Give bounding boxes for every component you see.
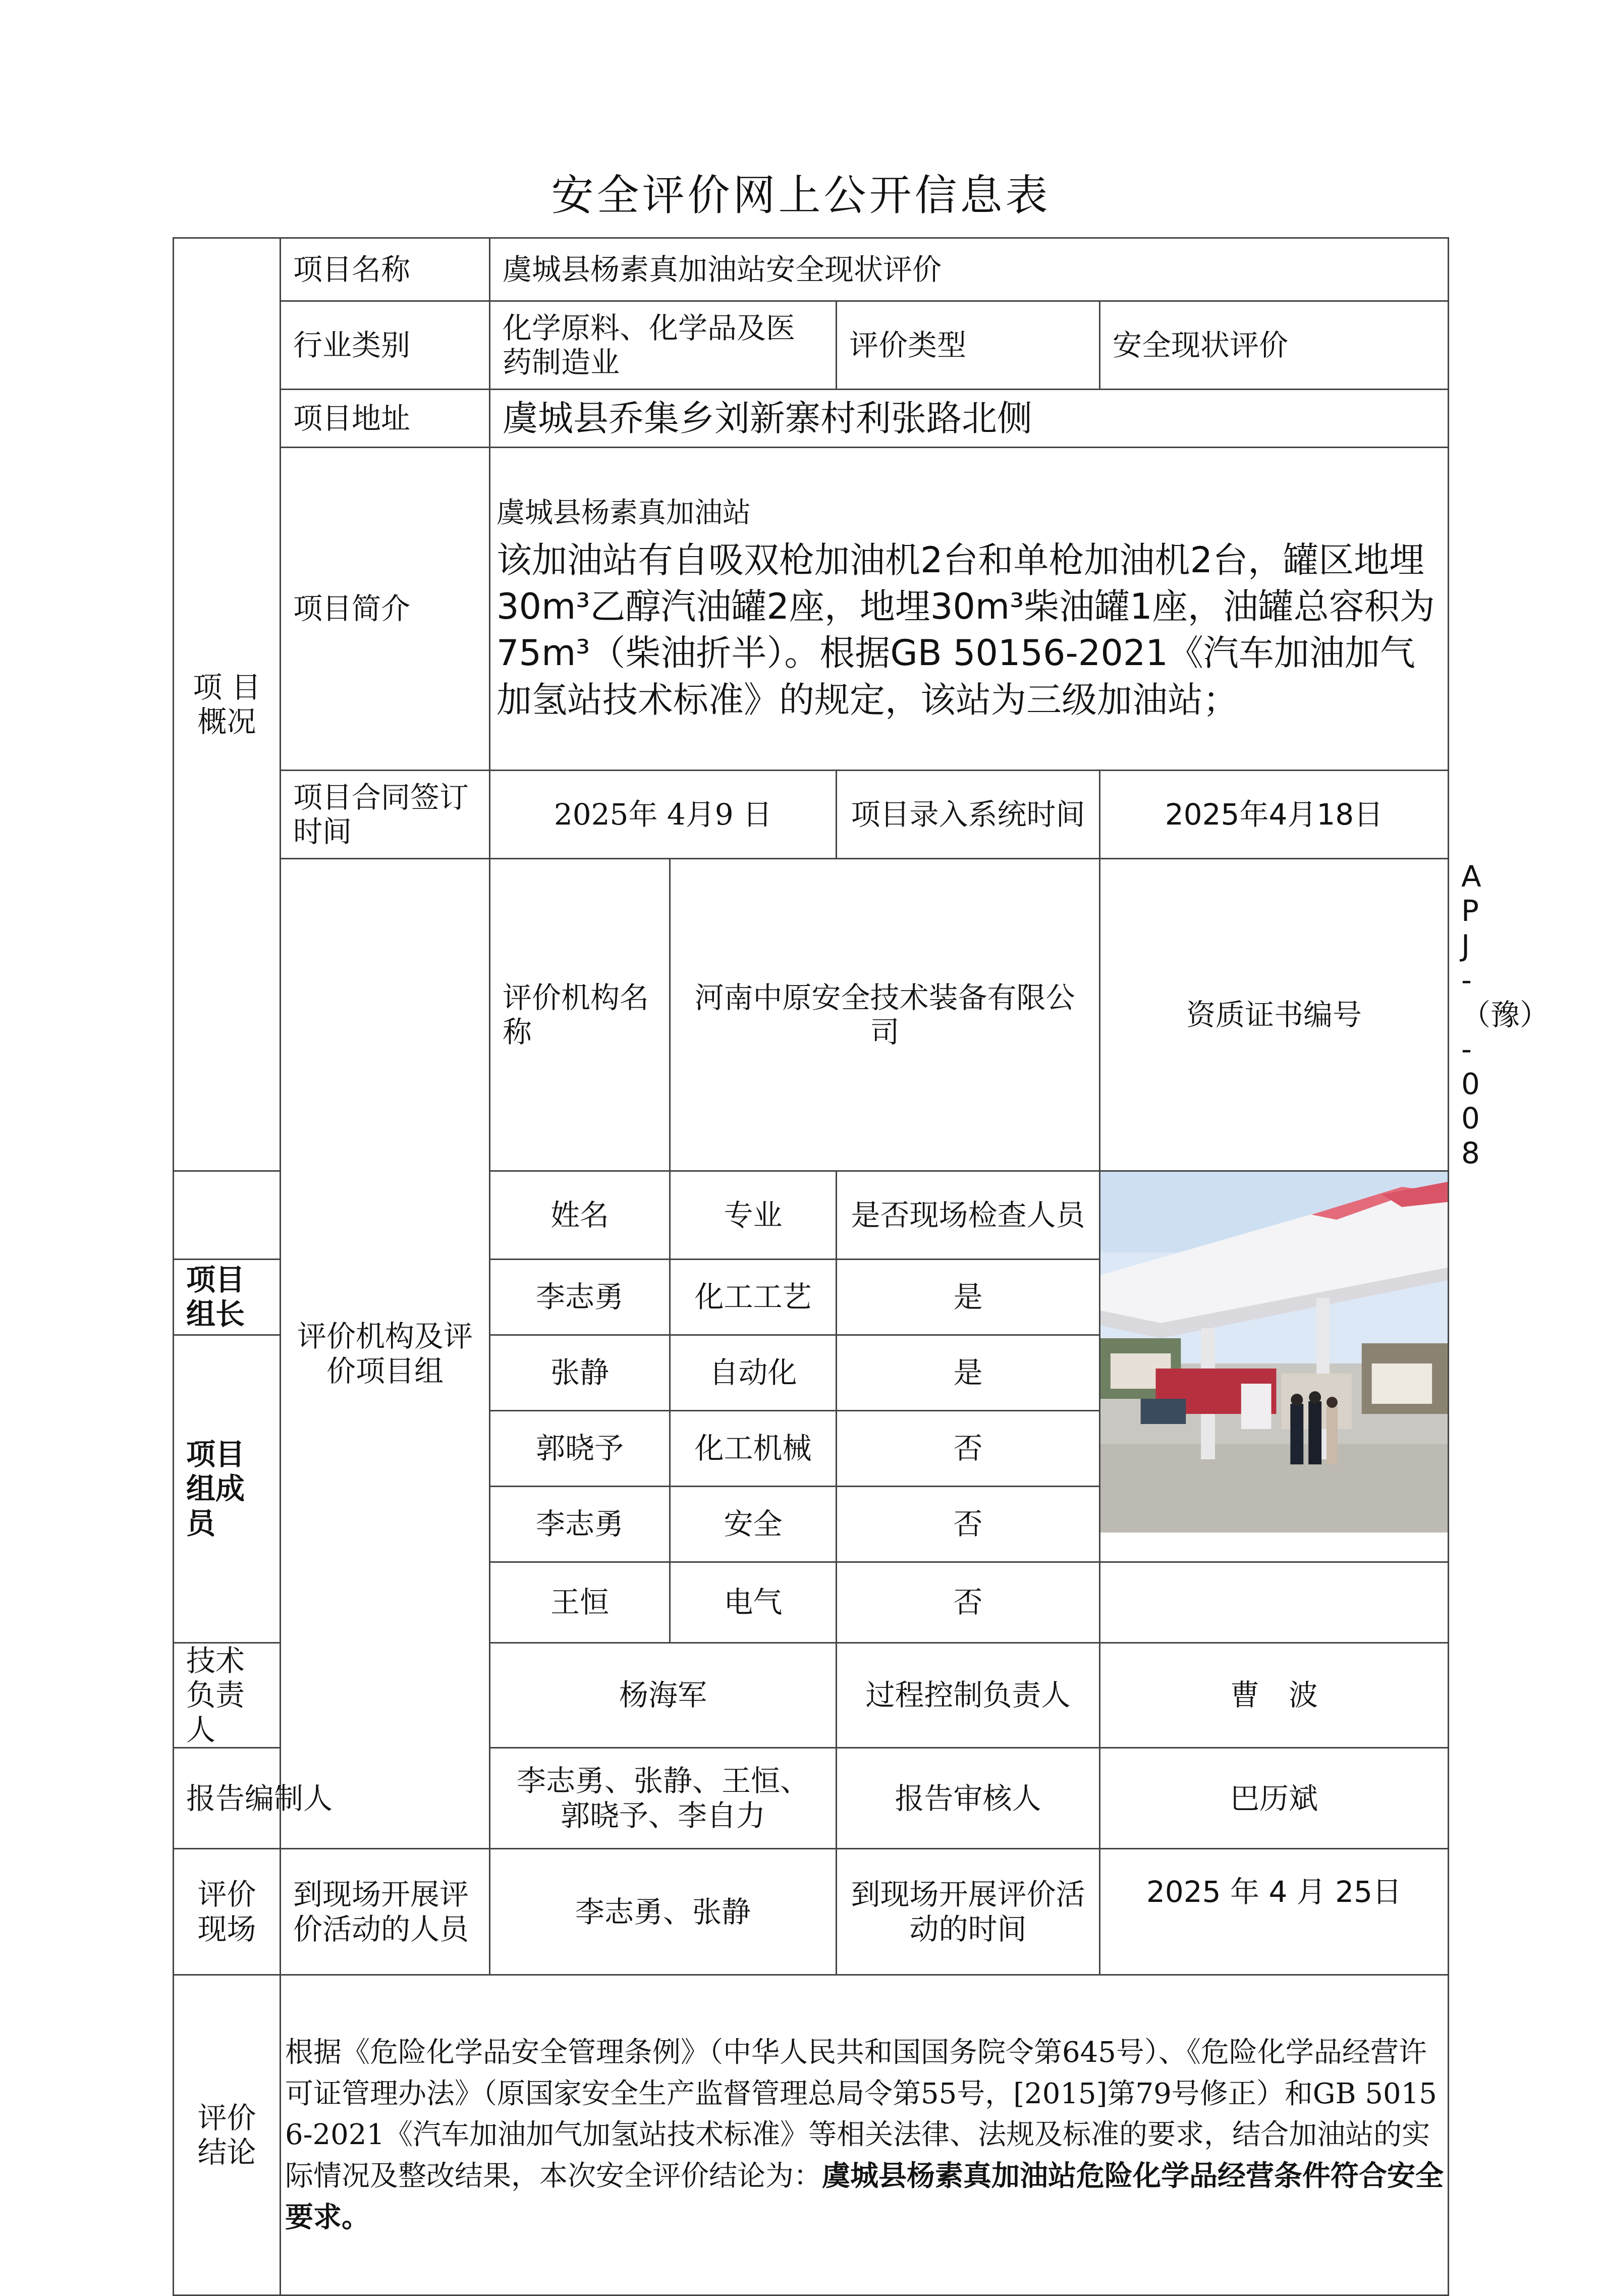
col-name: 姓名 (490, 1171, 670, 1259)
leader-major: 化工工艺 (670, 1259, 837, 1335)
industry: 化学原料、化学品及医药制造业 (490, 301, 837, 390)
member-major: 安全 (670, 1486, 837, 1562)
intro-text: 该加油站有自吸双枪加油机2台和单枪加油机2台，罐区地埋30m³乙醇汽油罐2座，地埋30m³柴油罐1座，油罐总容积为75m³（柴油折半）。根据GB 50156-2021《汽车加油加气加氢站技术标准》的规定，该站为三级加油站； (496, 539, 1435, 721)
project-name-label: 项目名称 (281, 238, 490, 301)
info-table: 项 目 概况 项目名称 虞城县杨素真加油站安全现状评价 行业类别 化学原料、化学品及医药制造业 评价类型 安全现状评价 项目地址 虞城县乔集乡刘新寨村利张路北侧 项目简介 虞城县杨素真加油站 该加油站有自吸双枪加油机2台和单枪加油机2台，罐区地埋30m³乙醇汽油罐2座，地埋30m³柴油罐1座，油罐总容积为75m³（柴油折半）。根据GB 50156-2021《汽车加油加气加氢站技术标准》的规定，该站为三级加油站； 项目合同签订时间 2025年 4月9 日 项目录入系统时间 2025年4月18日 评价机构及评价项目组 评价机构名称 河南中原安全技术装备有限公司 资质证书编号 APJ-（豫）-008 姓名 专业 是否现场检查人员 项目组长 李志勇 化工工艺 是 项目组成员 张静 自动化 是 郭晓予 化工机械 否 李志勇 安全 否 王恒 电气 否 技术负责人 杨海军 过程控制负责人 曹 波 报告编制人 李志勇、张静、王恒、郭晓予、李自力 报告审核人 巴历斌 评价现场 到现场开展评价活动的人员 李志勇、张静 到现场开展评价活动的时间 2025 年 4 月 25日 评价结论 根据《危险化学品安全管理条例》（中华人民共和国国务院令第645号）、《危险化学品经营许可证管理办法》（原国家安全生产监督管理总局令第55号，[2015]第79号修正）和GB 50156-2021《汽车加油加气加氢站技术标准》等相关法律、法规及标准的要求，结合加油站的实际情况及整改结果，本次安全评价结论为：虞城县杨素真加油站危险化学品经营条件符合安全要求。 (173, 237, 1449, 2296)
site-staff: 李志勇、张静 (490, 1849, 837, 1975)
member-onsite: 否 (837, 1410, 1100, 1486)
contract-date: 2025年 4月9 日 (490, 771, 837, 859)
agency-name: 河南中原安全技术装备有限公司 (670, 859, 1100, 1171)
reviewer-label: 报告审核人 (837, 1748, 1100, 1849)
member-onsite: 否 (837, 1486, 1100, 1562)
member-name: 张静 (490, 1335, 670, 1410)
intro-cell (490, 448, 1449, 771)
site-time-label: 到现场开展评价活动的时间 (837, 1849, 1100, 1975)
leader-label: 项目组长 (174, 1259, 281, 1335)
member-onsite: 是 (837, 1335, 1100, 1410)
process-lead: 曹 波 (1100, 1643, 1449, 1747)
process-lead-label: 过程控制负责人 (837, 1643, 1100, 1747)
tech-lead-label: 技术负责人 (174, 1643, 281, 1747)
member-major: 电气 (670, 1562, 837, 1643)
conclusion-cell (281, 1975, 1449, 2295)
conclusion-text: 根据《危险化学品安全管理条例》（中华人民共和国国务院令第645号）、《危险化学品经营许可证管理办法》（原国家安全生产监督管理总局令第55号，[2015]第79号修正）和GB 50156-2021《汽车加油加气加氢站技术标准》等相关法律、法规及标准的要求，结合加油站的实际情况及整改结果，本次安全评价结论为： (285, 2036, 1437, 2193)
overview-section-label: 项 目 概况 (174, 238, 281, 1171)
site-photo (1100, 1171, 1449, 1562)
compilers: 李志勇、张静、王恒、郭晓予、李自力 (490, 1748, 837, 1849)
member-name: 李志勇 (490, 1486, 670, 1562)
cert-label: 资质证书编号 (1100, 859, 1449, 1171)
blank-header-cell (174, 1171, 281, 1259)
member-name: 郭晓予 (490, 1410, 670, 1486)
entry-date: 2025年4月18日 (1100, 771, 1449, 859)
intro-org: 虞城县杨素真加油站 (496, 496, 751, 529)
entry-label: 项目录入系统时间 (837, 771, 1100, 859)
tech-lead: 杨海军 (490, 1643, 837, 1747)
gas-station-photo (1100, 1172, 1448, 1533)
member-name: 王恒 (490, 1562, 670, 1643)
conclusion-section-label: 评价结论 (174, 1975, 281, 2295)
intro-label: 项目简介 (281, 448, 490, 771)
address: 虞城县乔集乡刘新寨村利张路北侧 (490, 390, 1449, 448)
site-section-label: 评价现场 (174, 1849, 281, 1975)
page-title: 安全评价网上公开信息表 (551, 171, 1051, 220)
eval-type: 安全现状评价 (1100, 301, 1449, 390)
col-onsite: 是否现场检查人员 (837, 1171, 1100, 1259)
contract-label: 项目合同签订时间 (281, 771, 490, 859)
members-label: 项目组成员 (174, 1335, 281, 1643)
col-major: 专业 (670, 1171, 837, 1259)
member-onsite: 否 (837, 1562, 1100, 1643)
reviewer: 巴历斌 (1100, 1748, 1449, 1849)
address-label: 项目地址 (281, 390, 490, 448)
site-staff-label: 到现场开展评价活动的人员 (281, 1849, 490, 1975)
leader-name: 李志勇 (490, 1259, 670, 1335)
conclusion-bold-text: 虞城县杨素真加油站危险化学品经营条件符合安全要求。 (285, 2159, 1444, 2234)
agency-section-label: 评价机构及评价项目组 (281, 859, 490, 1849)
member-major: 化工机械 (670, 1410, 837, 1486)
site-time: 2025 年 4 月 25日 (1100, 1849, 1449, 1975)
compiler-label: 报告编制人 (174, 1748, 490, 1849)
project-name: 虞城县杨素真加油站安全现状评价 (490, 238, 1449, 301)
member-major: 自动化 (670, 1335, 837, 1410)
leader-onsite: 是 (837, 1259, 1100, 1335)
agency-name-label: 评价机构名称 (490, 859, 670, 1171)
eval-type-label: 评价类型 (837, 301, 1100, 390)
industry-label: 行业类别 (281, 301, 490, 390)
